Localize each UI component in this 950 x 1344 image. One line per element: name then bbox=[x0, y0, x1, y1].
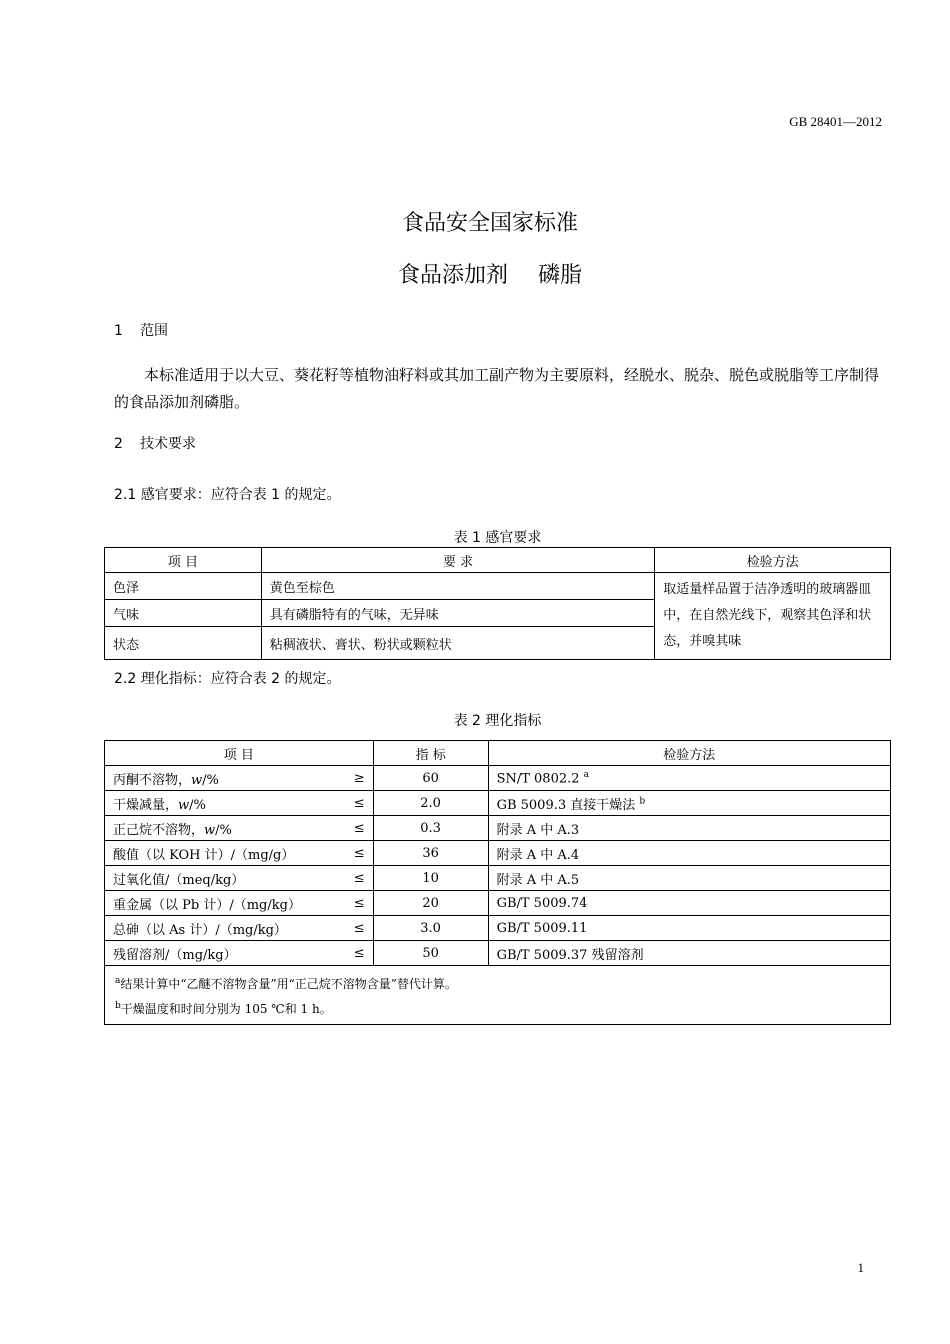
table-row bbox=[105, 866, 891, 891]
item-unit: /% bbox=[202, 772, 219, 788]
section-title: 技术要求 bbox=[140, 436, 196, 452]
section-number: 1 bbox=[114, 323, 123, 339]
footnote-a bbox=[115, 970, 880, 995]
item-cell bbox=[105, 816, 337, 841]
method-cell bbox=[488, 791, 890, 816]
footnote-ref: b bbox=[639, 796, 646, 807]
comparison-symbol: ≤ bbox=[336, 916, 373, 941]
indicator-value: 10 bbox=[373, 866, 488, 891]
table-1-caption: 表 1 感官要求 bbox=[453, 530, 542, 546]
section-1-heading bbox=[114, 320, 168, 340]
mass-fraction-symbol: w bbox=[178, 797, 190, 813]
item-cell bbox=[105, 766, 337, 791]
method-text: GB 5009.3 直接干燥法 bbox=[496, 797, 636, 813]
item-name: 残留溶剂/（mg/kg） bbox=[113, 947, 237, 963]
item-cell bbox=[105, 841, 337, 866]
method-cell bbox=[488, 941, 890, 966]
item-name: 过氧化值/（meq/kg） bbox=[113, 872, 245, 888]
item-unit: /% bbox=[189, 797, 206, 813]
comparison-symbol: ≤ bbox=[336, 841, 373, 866]
comparison-symbol: ≤ bbox=[336, 941, 373, 966]
section-2-1-heading bbox=[114, 484, 341, 504]
item-cell: 状态 bbox=[105, 627, 262, 660]
item-name: 总砷（以 As 计）/（mg/kg） bbox=[113, 922, 287, 938]
method-text: GB/T 5009.37 残留溶剂 bbox=[496, 947, 644, 963]
section-2-2-heading bbox=[114, 668, 341, 688]
table-row bbox=[105, 573, 891, 600]
method-cell bbox=[488, 841, 890, 866]
method-cell bbox=[488, 866, 890, 891]
indicator-value: 60 bbox=[373, 766, 488, 791]
table-row bbox=[105, 916, 891, 941]
method-text: SN/T 0802.2 bbox=[496, 771, 580, 787]
section-1-text: 本标准适用于以大豆、葵花籽等植物油籽料或其加工副产物为主要原料，经脱水、脱杂、脱色或脱脂等工序制得的食品添加剂磷脂。 bbox=[114, 366, 880, 411]
header-requirement: 要 求 bbox=[261, 548, 654, 573]
method-text: GB/T 5009.11 bbox=[496, 920, 588, 936]
comparison-symbol: ≥ bbox=[336, 766, 373, 791]
header-item: 项 目 bbox=[105, 548, 262, 573]
item-cell: 气味 bbox=[105, 600, 262, 627]
comparison-symbol: ≤ bbox=[336, 791, 373, 816]
footnote-text: 结果计算中“乙醚不溶物含量”用“正己烷不溶物含量”替代计算。 bbox=[120, 977, 457, 991]
section-text: 感官要求：应符合表 1 的规定。 bbox=[140, 487, 341, 503]
item-unit: /% bbox=[215, 822, 232, 838]
section-number: 2 bbox=[114, 436, 123, 452]
item-cell bbox=[105, 916, 337, 941]
table-2-caption: 表 2 理化指标 bbox=[453, 713, 542, 729]
mass-fraction-symbol: w bbox=[191, 772, 203, 788]
item-cell bbox=[105, 791, 337, 816]
table-row bbox=[105, 791, 891, 816]
sensory-requirements-table bbox=[104, 547, 891, 660]
subtitle-part-1: 食品添加剂 bbox=[397, 263, 508, 288]
item-cell bbox=[105, 866, 337, 891]
footnote-text: 干燥温度和时间分别为 105 ℃和 1 h。 bbox=[120, 1002, 332, 1016]
section-title: 范围 bbox=[140, 323, 168, 339]
indicator-value: 50 bbox=[373, 941, 488, 966]
comparison-symbol: ≤ bbox=[336, 866, 373, 891]
header-method: 检验方法 bbox=[488, 741, 890, 766]
table-row bbox=[105, 766, 891, 791]
physicochemical-indicators-table bbox=[104, 740, 891, 1025]
standard-subtitle bbox=[0, 258, 950, 289]
method-cell: 取适量样品置于洁净透明的玻璃器皿中，在自然光线下，观察其色泽和状态，并嗅其味 bbox=[655, 573, 891, 660]
item-cell: 色泽 bbox=[105, 573, 262, 600]
item-name: 干燥减量， bbox=[113, 797, 179, 813]
table-row bbox=[105, 816, 891, 841]
section-number: 2.2 bbox=[114, 671, 137, 687]
method-text: 附录 A 中 A.5 bbox=[496, 872, 580, 888]
document-code: GB 28401—2012 bbox=[789, 114, 882, 129]
comparison-symbol: ≤ bbox=[336, 816, 373, 841]
section-2-heading bbox=[114, 433, 196, 453]
indicator-value: 0.3 bbox=[373, 816, 488, 841]
indicator-value: 36 bbox=[373, 841, 488, 866]
requirement-cell: 粘稠液状、膏状、粉状或颗粒状 bbox=[261, 627, 654, 660]
method-text: GB/T 5009.74 bbox=[496, 895, 588, 911]
indicator-value: 3.0 bbox=[373, 916, 488, 941]
method-cell bbox=[488, 816, 890, 841]
page-number: 1 bbox=[857, 1260, 864, 1275]
item-name: 丙酮不溶物， bbox=[113, 772, 192, 788]
comparison-symbol: ≤ bbox=[336, 891, 373, 916]
section-text: 理化指标：应符合表 2 的规定。 bbox=[140, 671, 341, 687]
indicator-value: 2.0 bbox=[373, 791, 488, 816]
requirement-cell: 黄色至棕色 bbox=[261, 573, 654, 600]
method-cell bbox=[488, 766, 890, 791]
table-row bbox=[105, 941, 891, 966]
mass-fraction-symbol: w bbox=[204, 822, 216, 838]
table-header-row bbox=[105, 741, 891, 766]
method-cell bbox=[488, 891, 890, 916]
indicator-value: 20 bbox=[373, 891, 488, 916]
item-name: 酸值（以 KOH 计）/（mg/g） bbox=[113, 847, 295, 863]
standard-title: 食品安全国家标准 bbox=[401, 211, 578, 236]
method-cell bbox=[488, 916, 890, 941]
footnote-mark: b bbox=[115, 1001, 121, 1011]
section-number: 2.1 bbox=[114, 487, 137, 503]
item-cell bbox=[105, 941, 337, 966]
item-name: 正己烷不溶物， bbox=[113, 822, 205, 838]
item-name: 重金属（以 Pb 计）/（mg/kg） bbox=[113, 897, 301, 913]
table-header-row bbox=[105, 548, 891, 573]
header-method: 检验方法 bbox=[655, 548, 891, 573]
table-notes bbox=[105, 966, 891, 1025]
footnote-ref: a bbox=[583, 769, 590, 780]
header-indicator: 指 标 bbox=[373, 741, 488, 766]
table-row bbox=[105, 891, 891, 916]
header-item: 项 目 bbox=[105, 741, 374, 766]
method-text: 附录 A 中 A.4 bbox=[496, 847, 580, 863]
footnote-mark: a bbox=[115, 976, 121, 986]
table-notes-row bbox=[105, 966, 891, 1025]
table-row bbox=[105, 841, 891, 866]
item-cell bbox=[105, 891, 337, 916]
footnote-b bbox=[115, 995, 880, 1020]
subtitle-part-2: 磷脂 bbox=[538, 263, 583, 288]
method-text: 附录 A 中 A.3 bbox=[496, 822, 580, 838]
requirement-cell: 具有磷脂特有的气味，无异味 bbox=[261, 600, 654, 627]
